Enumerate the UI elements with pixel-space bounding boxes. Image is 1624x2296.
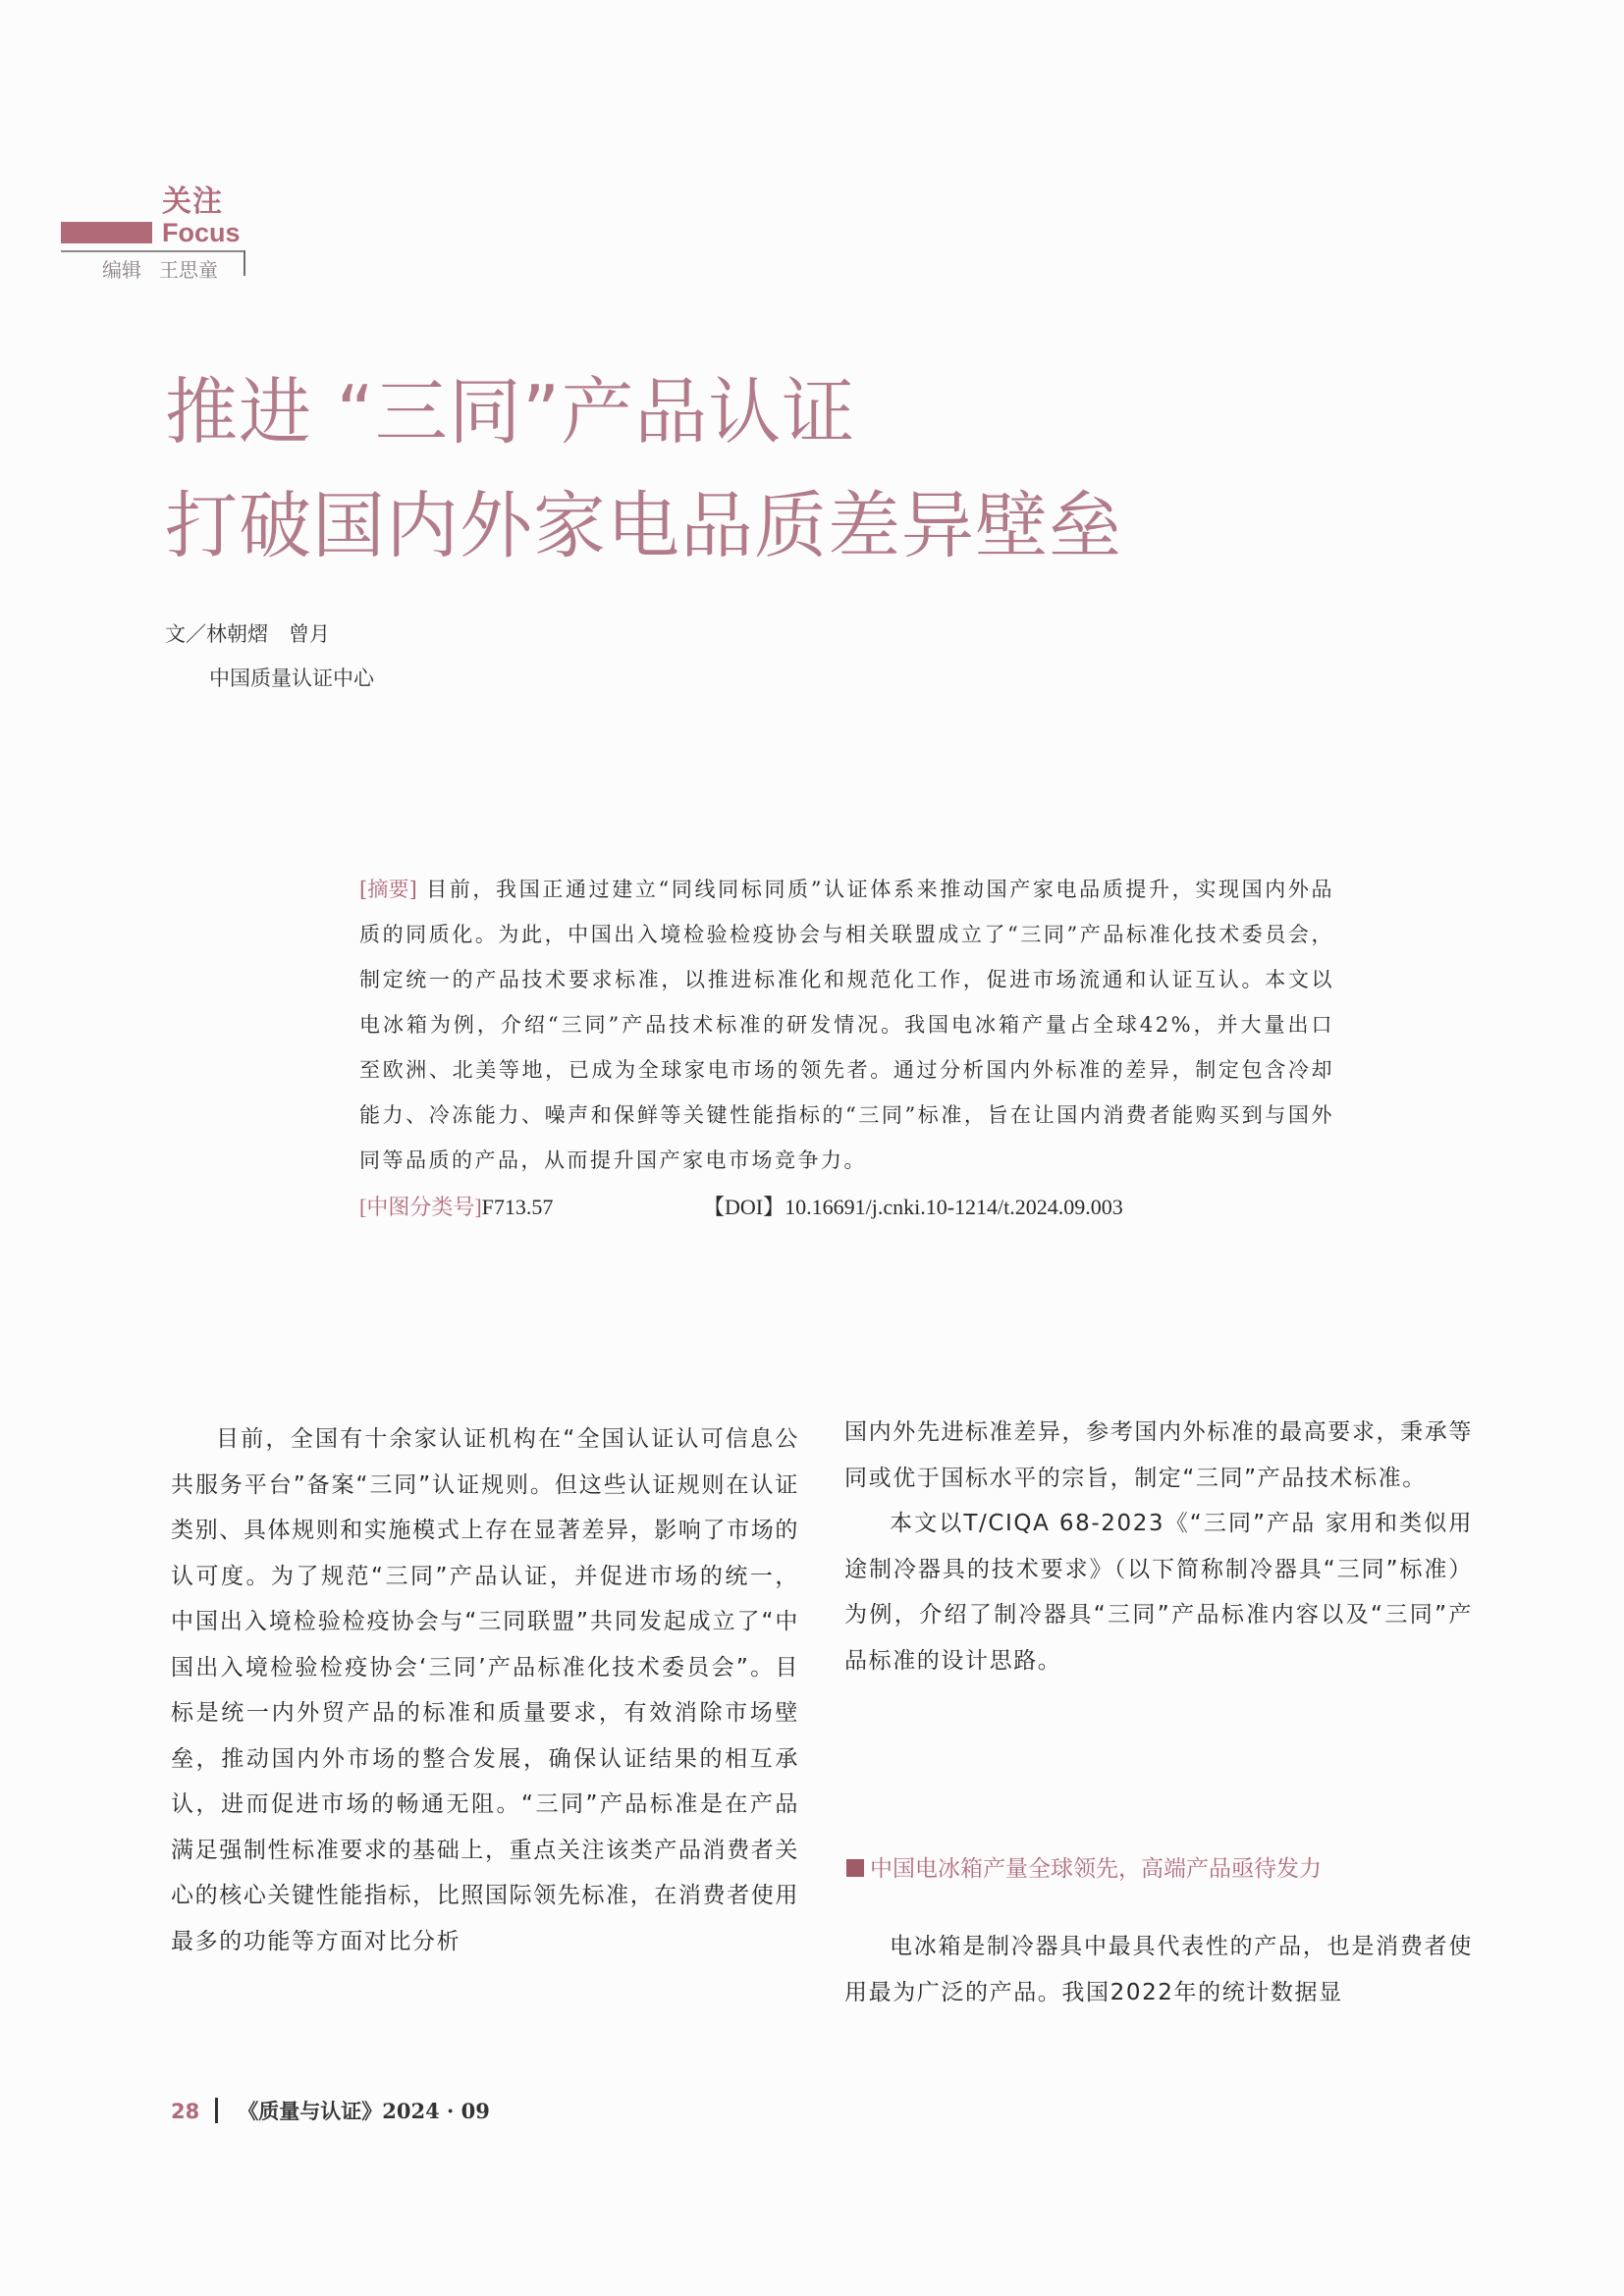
clc-value: F713.57 [481,1195,554,1219]
square-bullet-icon [846,1859,864,1877]
clc-label: [中图分类号] [359,1195,482,1219]
section-vertical-divider [244,250,245,276]
body-column-right [844,1410,1473,1683]
section-subheading [846,1850,1322,1883]
article-title [165,355,1122,583]
page-number: 28 [171,2100,200,2123]
subheading-text: 中国电冰箱产量全球领先，高端产品亟待发力 [870,1856,1322,1882]
body-paragraph: 电冰箱是制冷器具中最具代表性的产品，也是消费者使用最为广泛的产品。我国2022年的统计数据显 [844,1934,1473,2005]
editor-label: 编辑 [102,258,141,282]
doi-value: 10.16691/j.cnki.10-1214/t.2024.09.003 [785,1195,1123,1219]
byline: 文／林朝熠 曾月 [165,622,330,646]
body-column-right-continued [844,1924,1473,2015]
page-footer [171,2096,490,2125]
editor-credit [102,254,236,283]
journal-issue: 《质量与认证》2024 · 09 [238,2099,490,2123]
abstract-label: [摘要] [359,878,417,901]
abstract [359,867,1334,1183]
footer-divider [215,2098,218,2123]
editor-name: 王思童 [159,258,218,282]
title-line-2: 打破国内外家电品质差异壁垒 [165,484,1122,568]
affiliation: 中国质量认证中心 [209,667,374,690]
section-label-cn: 关注 [162,185,223,219]
body-paragraph: 国内外先进标准差异，参考国内外标准的最高要求，秉承等同或优于国标水平的宗旨，制定“三同”产品技术标准。 [844,1419,1473,1491]
body-paragraph: 目前，全国有十余家认证机构在“全国认证认可信息公共服务平台”备案“三同”认证规则。但这些认证规则在认证类别、具体规则和实施模式上存在显著差异，影响了市场的认可度。为了规范“三同”产品认证，并促进市场的统一，中国出入境检验检疫协会与“三同联盟”共同发起成立了“中国出入境检验检疫协会‘三同’产品标准化技术委员会”。目标是统一内外贸产品的标准和质量要求，有效消除市场壁垒，推动国内外市场的整合发展，确保认证结果的相互承认，进而促进市场的畅通无阻。“三同”产品标准是在产品满足强制性标准要求的基础上，重点关注该类产品消费者关心的核心关键性能指标，比照国际领先标准，在消费者使用最多的功能等方面对比分析 [171,1426,799,1954]
body-paragraph: 本文以T/CIQA 68-2023《“三同”产品 家用和类似用途制冷器具的技术要求》（以下简称制冷器具“三同”标准）为例，介绍了制冷器具“三同”产品标准内容以及“三同”产品标准的设计思路。 [844,1511,1473,1674]
section-divider [61,250,245,252]
abstract-text: 目前，我国正通过建立“同线同标同质”认证体系来推动国产家电品质提升，实现国内外品质的同质化。为此，中国出入境检验检疫协会与相关联盟成立了“三同”产品标准化技术委员会，制定统一的产品技术要求标准，以推进标准化和规范化工作，促进市场流通和认证互认。本文以电冰箱为例，介绍“三同”产品技术标准的研发情况。我国电冰箱产量占全球42%，并大量出口至欧洲、北美等地，已成为全球家电市场的领先者。通过分析国内外标准的差异，制定包含冷却能力、冷冻能力、噪声和保鲜等关键性能指标的“三同”标准，旨在让国内消费者能购买到与国外同等品质的产品，从而提升国产家电市场竞争力。 [359,878,1335,1172]
section-color-bar [61,222,152,243]
doi [703,1191,1123,1221]
section-label-en: Focus [162,218,241,247]
body-column-left [171,1416,799,1964]
title-line-1: 推进 “三同”产品认证 [165,370,856,454]
doi-label: 【DOI】 [703,1195,785,1219]
article-metadata [359,1191,1123,1221]
